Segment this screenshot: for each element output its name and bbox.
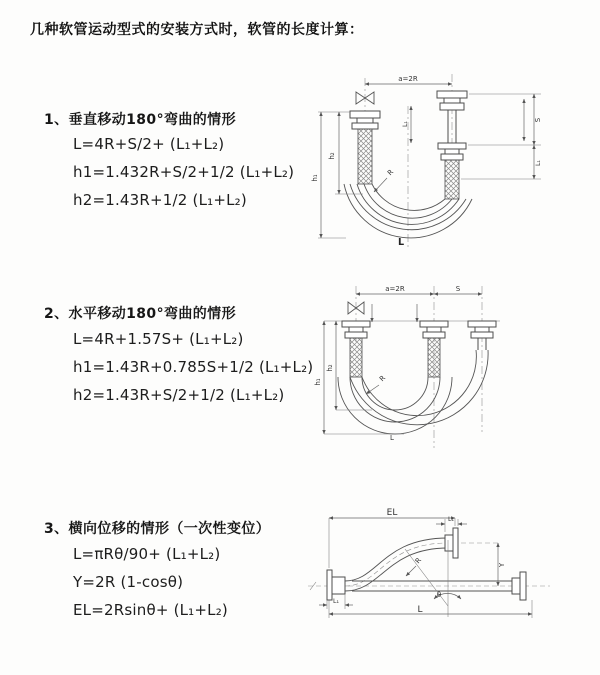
- formula-h2: h2=1.43R+1/2 (L₁+L₂): [73, 191, 247, 209]
- upper-right-flange-fitting: [445, 528, 458, 558]
- dim-label-L: L: [390, 434, 394, 442]
- dim-label-l1-side: L₁: [402, 120, 409, 128]
- dim-label-l1: L₁: [535, 159, 542, 167]
- dim-label-L: L: [417, 605, 423, 615]
- dim-label-h2: h₂: [326, 364, 334, 372]
- section2-heading: 2、水平移动180°弯曲的情形: [44, 306, 236, 322]
- radius-callout: [406, 556, 423, 576]
- formula-Y: Y=2R (1-cosθ): [73, 573, 184, 591]
- formula-h1: h1=1.43R+0.785S+1/2 (L₁+L₂): [73, 358, 314, 376]
- dim-label-L: L: [397, 237, 405, 248]
- formula-h2: h2=1.43R+S/2+1/2 (L₁+L₂): [73, 386, 285, 404]
- section1-formulas: [73, 134, 294, 218]
- right-dimensions: [461, 94, 542, 179]
- top-dimension: [365, 75, 452, 84]
- diagram-lateral-displacement: [300, 502, 600, 647]
- dim-label-h2: h₂: [328, 152, 336, 160]
- dim-label-h1: h₁: [314, 378, 322, 386]
- left-hose-fitting: [350, 111, 380, 184]
- section3-formulas: [73, 544, 228, 628]
- dim-label-R: R: [413, 556, 424, 566]
- left-hose-fitting: [342, 321, 370, 377]
- dim-label-a2R: a=2R: [385, 285, 405, 293]
- dim-label-l1-left: L₁: [332, 598, 340, 605]
- dim-label-theta: θ: [436, 591, 442, 599]
- dim-label-h1: h₁: [311, 174, 319, 182]
- hose-s-curve: [345, 538, 448, 591]
- dim-label-R: R: [378, 374, 388, 384]
- dim-label-S: S: [534, 117, 542, 123]
- section1-heading: 1、垂直移动180°弯曲的情形: [44, 112, 236, 128]
- right-hose-fitting: [437, 91, 467, 199]
- dim-label-Y: Y: [498, 562, 506, 568]
- top-dimensions: [356, 285, 482, 322]
- middle-hose-fitting: [420, 321, 448, 377]
- left-l1-dimension: [402, 106, 411, 143]
- formula-EL: EL=2Rsinθ+ (L₁+L₂): [73, 601, 228, 619]
- dim-label-a2R: a=2R: [398, 75, 418, 83]
- radius-callout: [374, 168, 395, 192]
- y-dimension: [498, 543, 506, 586]
- dim-label-EL: EL: [386, 508, 398, 518]
- l1-left-dimension: [319, 594, 353, 609]
- left-dimensions: [311, 112, 363, 238]
- diagram-horizontal-180-bend: [312, 282, 600, 452]
- dim-label-S: S: [455, 285, 461, 293]
- left-flange-fitting: [327, 570, 345, 600]
- formula-L: L=4R+S/2+ (L₁+L₂): [73, 135, 225, 153]
- formula-L: L=4R+1.57S+ (L₁+L₂): [73, 330, 244, 348]
- formula-L: L=πRθ/90+ (L₁+L₂): [73, 545, 221, 563]
- dim-label-R: R: [386, 168, 396, 178]
- diagram-vertical-180-bend: [306, 66, 546, 258]
- dim-label-l1-top: L₁: [447, 516, 455, 523]
- page-title: 几种软管运动型式的安装方式时，软管的长度计算：: [30, 22, 364, 38]
- valve-icon: [356, 92, 374, 104]
- section3-heading: 3、横向位移的情形（一次性变位）: [44, 521, 271, 537]
- formula-h1: h1=1.432R+S/2+1/2 (L₁+L₂): [73, 163, 295, 181]
- section2-formulas: [73, 329, 313, 413]
- l-dimension: [329, 600, 532, 618]
- l1-top-dimension: [436, 516, 467, 532]
- el-dimension: [329, 508, 455, 568]
